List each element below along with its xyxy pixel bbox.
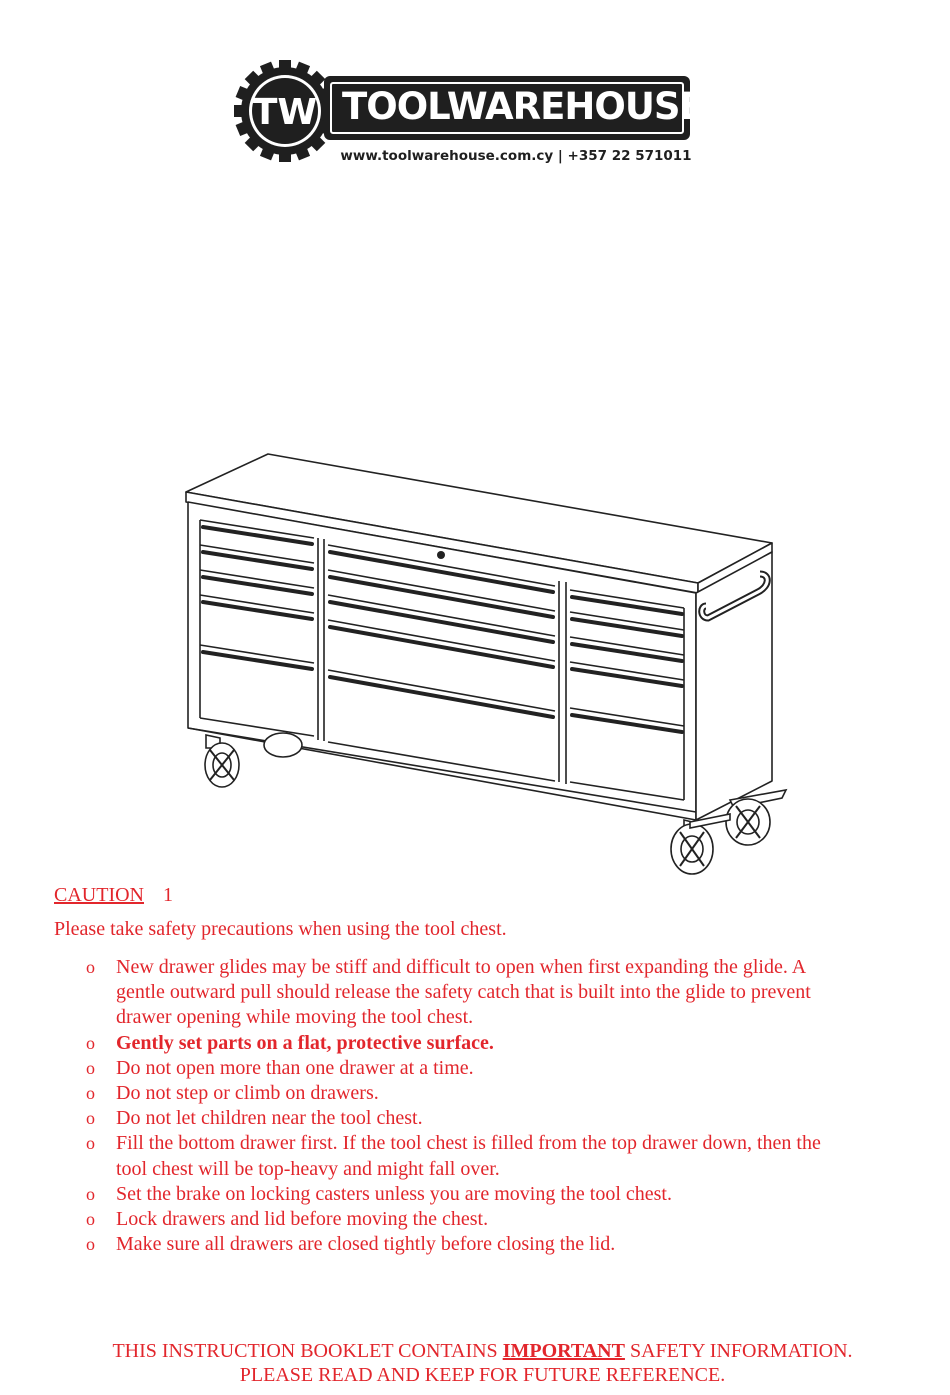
bullet-marker: o [86,1133,95,1154]
bullet-marker: o [86,1083,95,1104]
precaution-text-line: tool chest will be top-heavy and might fall over. [116,1157,500,1180]
gear-badge-icon [232,58,338,164]
precaution-text-line: Fill the bottom drawer first. If the tool chest is filled from the top drawer down, then the [116,1132,821,1155]
precaution-item [86,1031,906,1056]
caution-number: 1 [163,884,173,906]
precaution-text-line: gentle outward pull should release the safety catch that is built into the glide to prevent [116,981,811,1004]
caution-label: CAUTION [54,884,144,906]
precaution-item [86,1207,906,1232]
footer-notice [0,1339,950,1387]
footer-line-1-start: THIS INSTRUCTION BOOKLET CONTAINS [112,1340,503,1362]
bullet-marker: o [86,1057,95,1078]
footer-line-2: PLEASE READ AND KEEP FOR FUTURE REFERENCE. [239,1364,726,1386]
precaution-text-line: Make sure all drawers are closed tightly before closing the lid. [116,1233,616,1256]
precaution-text-line: Do not open more than one drawer at a time. [116,1056,474,1079]
intro-text: Please take safety precautions when using the tool chest. [54,918,507,940]
precaution-text-line: Do not let children near the tool chest. [116,1107,423,1130]
footer-important-word: IMPORTANT [502,1340,625,1362]
brand-name: TOOLWAREHOUSE [342,85,704,128]
precaution-item [86,1232,906,1257]
precaution-text-line: drawer opening while moving the tool chest. [116,1006,474,1029]
precaution-item [86,1106,906,1131]
bullet-marker: o [86,1032,95,1053]
bullet-marker: o [86,1209,95,1230]
footer-line-1 [0,1339,950,1363]
precaution-text-line: Do not step or climb on drawers. [116,1082,379,1105]
brand-contact: www.toolwarehouse.com.cy | +357 22 571011 [340,148,692,164]
precaution-text-line: New drawer glides may be stiff and difficult to open when first expanding the glide. A [116,956,807,978]
precaution-text-line: Gently set parts on a flat, protective surface. [116,1031,494,1054]
bullet-marker: o [86,1108,95,1129]
brand-name-bar [324,76,704,140]
bullet-marker: o [86,1234,95,1255]
bullet-marker: o [86,1183,95,1204]
caution-heading [54,884,173,907]
brand-logo [232,58,702,170]
bullet-marker: o [86,957,95,977]
precaution-item [86,1056,906,1081]
precaution-item [86,1131,906,1181]
precaution-item [86,955,906,1031]
safety-precaution-list [86,955,906,1257]
footer-line-1-end: SAFETY INFORMATION. [624,1340,853,1362]
precaution-text-line: Set the brake on locking casters unless you are moving the tool chest. [116,1182,672,1205]
precaution-item [86,1081,906,1106]
tool-chest-illustration [176,448,796,880]
precaution-item [86,1182,906,1207]
precaution-text-line: Lock drawers and lid before moving the chest. [116,1208,489,1231]
badge-text: TW [252,92,318,133]
